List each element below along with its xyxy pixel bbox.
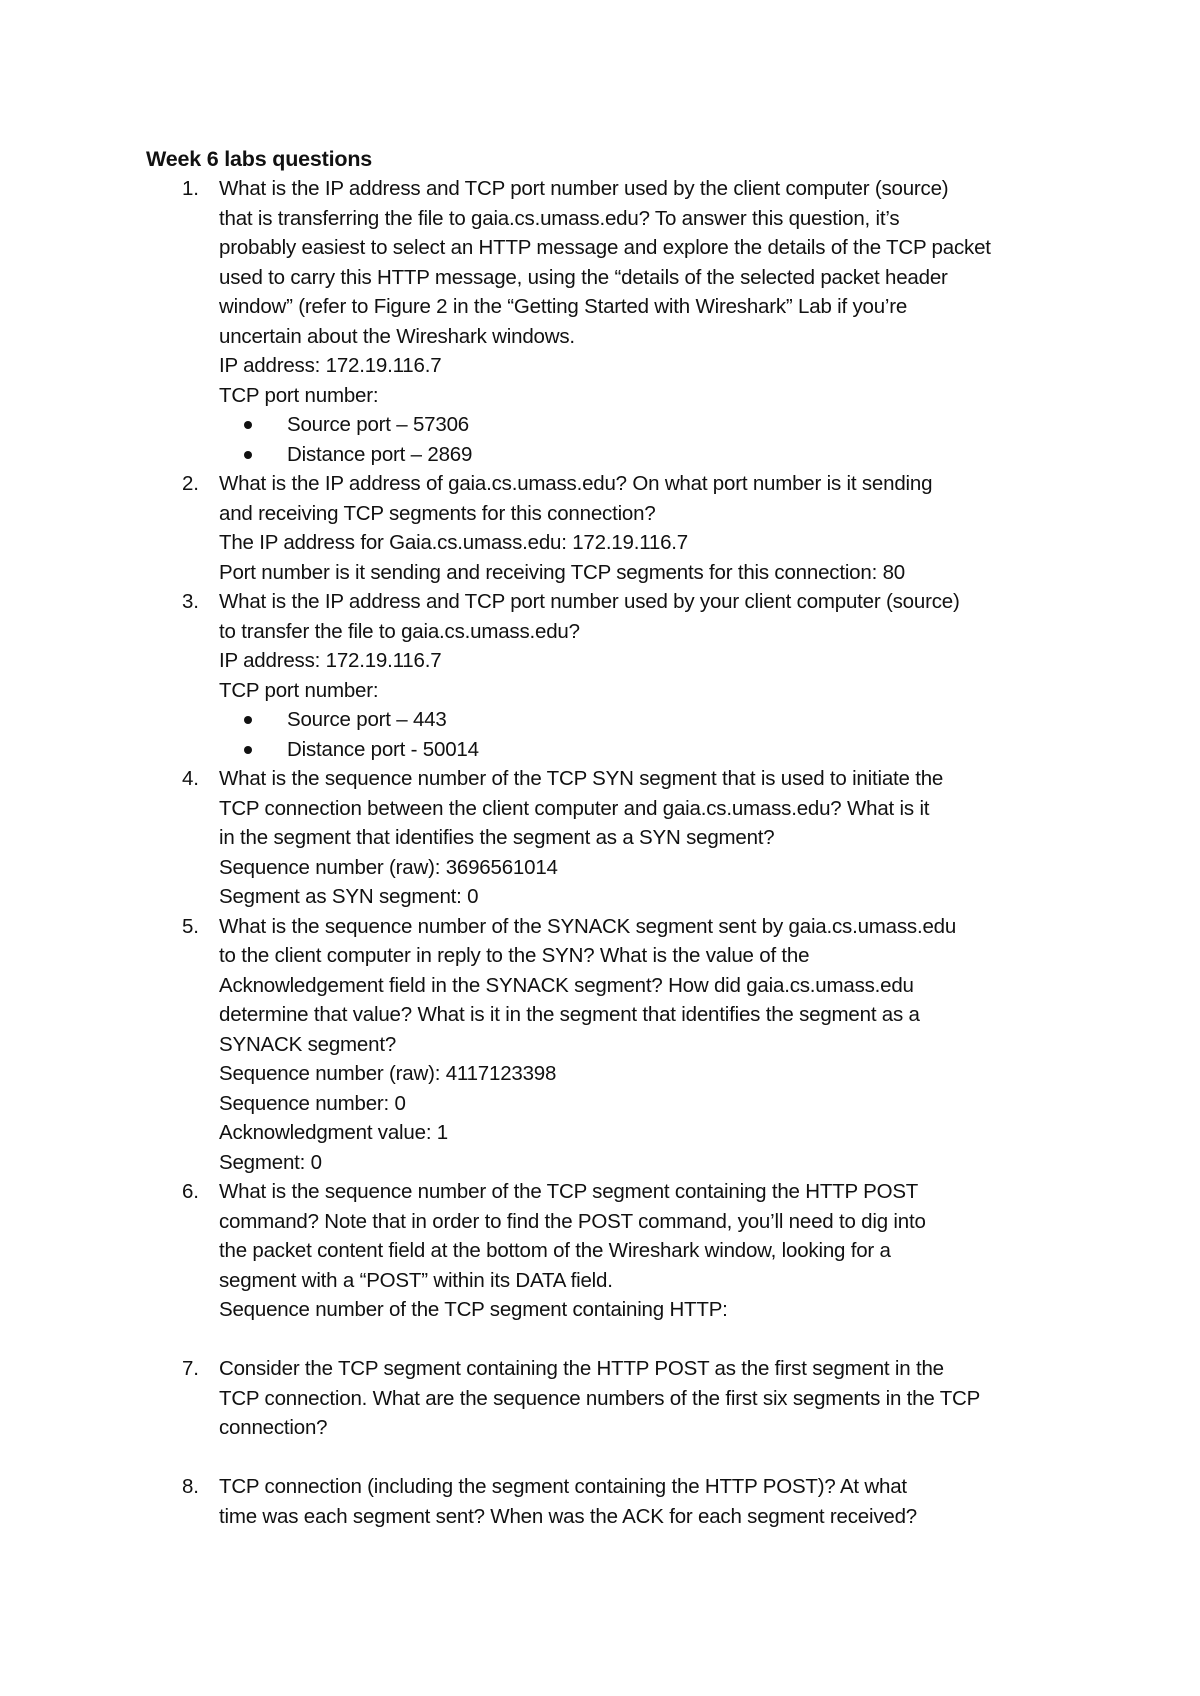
bullet-text: Distance port - 50014: [287, 737, 479, 761]
bullet-text: Source port – 443: [287, 708, 447, 731]
question-text-line: What is the sequence number of the SYNACK segment sent by gaia.cs.umass.edu: [219, 914, 957, 938]
question-text-line: segment with a “POST” within its DATA field.: [219, 1268, 613, 1292]
question-item: [146, 1354, 1076, 1443]
question-number: 2.: [182, 472, 199, 495]
bullet-text: Distance port – 2869: [287, 442, 473, 466]
question-text-line: Sequence number: 0: [219, 1091, 406, 1115]
question-text-line: IP address: 172.19.116.7: [219, 354, 442, 377]
bullet-dot-icon: [244, 451, 252, 459]
bullet-item: [214, 440, 1076, 470]
question-text-line: used to carry this HTTP message, using the “details of the selected packet header: [219, 265, 948, 289]
question-text-line: What is the IP address and TCP port number used by your client computer (source): [219, 590, 960, 613]
question-item: [146, 1177, 1076, 1325]
question-text-line: Sequence number (raw): 3696561014: [219, 855, 558, 879]
question-text-line: TCP connection. What are the sequence numbers of the first six segments in the TCP: [219, 1386, 981, 1410]
bullet-list: [214, 705, 1076, 764]
question-text-line: What is the sequence number of the TCP SYN segment that is used to initiate the: [219, 767, 944, 790]
bullet-item: [214, 705, 1076, 735]
bullet-list: [214, 410, 1076, 469]
question-list: [146, 174, 1076, 1531]
question-text-line: What is the IP address of gaia.cs.umass.edu? On what port number is it sending: [219, 472, 933, 495]
bullet-item: [214, 410, 1076, 440]
bullet-text: Source port – 57306: [287, 413, 469, 436]
question-text-line: IP address: 172.19.116.7: [219, 649, 442, 672]
question-text-line: The IP address for Gaia.cs.umass.edu: 172.19.116.7: [219, 531, 688, 554]
question-text-line: Acknowledgement field in the SYNACK segment? How did gaia.cs.umass.edu: [219, 973, 914, 997]
question-text-line: time was each segment sent? When was the ACK for each segment received?: [219, 1504, 917, 1528]
question-text-line: the packet content field at the bottom of the Wireshark window, looking for a: [219, 1239, 891, 1262]
question-text-line: Segment: 0: [219, 1150, 322, 1174]
question-text-line: TCP connection between the client computer and gaia.cs.umass.edu? What is it: [219, 796, 930, 820]
question-text-line: What is the IP address and TCP port number used by the client computer (source): [219, 177, 949, 200]
question-text-line: and receiving TCP segments for this connection?: [219, 501, 656, 525]
question-item: [146, 912, 1076, 1178]
question-text-line: Consider the TCP segment containing the HTTP POST as the first segment in the: [219, 1357, 944, 1380]
blank-line: [146, 1443, 1076, 1473]
question-text-line: to the client computer in reply to the SYN? What is the value of the: [219, 944, 810, 967]
question-text-line: to transfer the file to gaia.cs.umass.edu?: [219, 619, 580, 643]
question-text-line: in the segment that identifies the segment as a SYN segment?: [219, 826, 775, 849]
question-text-line: that is transferring the file to gaia.cs.umass.edu? To answer this question, it’s: [219, 206, 900, 230]
question-item: [146, 1472, 1076, 1531]
question-text-line: Sequence number (raw): 4117123398: [219, 1062, 557, 1085]
question-text-line: window” (refer to Figure 2 in the “Getting Started with Wireshark” Lab if you’re: [219, 295, 908, 318]
question-number: 1.: [182, 177, 199, 200]
question-text-line: TCP port number:: [219, 383, 379, 407]
question-number: 5.: [182, 914, 199, 938]
document-body: [146, 144, 1076, 1531]
bullet-item: [214, 735, 1076, 765]
question-text-line: command? Note that in order to find the POST command, you’ll need to dig into: [219, 1209, 926, 1233]
question-text-line: Segment as SYN segment: 0: [219, 885, 479, 908]
question-item: [146, 174, 1076, 469]
blank-line: [146, 1325, 1076, 1355]
question-number: 4.: [182, 767, 199, 790]
question-text-line: Sequence number of the TCP segment containing HTTP:: [219, 1298, 728, 1321]
question-text-line: TCP port number:: [219, 678, 379, 702]
question-text-line: Port number is it sending and receiving TCP segments for this connection: 80: [219, 560, 905, 584]
question-item: [146, 764, 1076, 912]
question-number: 8.: [182, 1475, 199, 1498]
question-text-line: probably easiest to select an HTTP message and explore the details of the TCP packet: [219, 236, 991, 259]
bullet-dot-icon: [244, 746, 252, 754]
question-item: [146, 469, 1076, 587]
bullet-dot-icon: [244, 421, 252, 429]
question-number: 7.: [182, 1357, 199, 1380]
question-number: 3.: [182, 590, 199, 613]
question-text-line: connection?: [219, 1416, 328, 1439]
question-text-line: Acknowledgment value: 1: [219, 1121, 449, 1144]
document-title: Week 6 labs questions: [146, 147, 373, 171]
question-number: 6.: [182, 1180, 199, 1203]
question-item: [146, 587, 1076, 764]
question-text-line: What is the sequence number of the TCP segment containing the HTTP POST: [219, 1180, 919, 1203]
question-text-line: uncertain about the Wireshark windows.: [219, 324, 575, 348]
question-text-line: determine that value? What is it in the segment that identifies the segment as a: [219, 1003, 920, 1026]
question-text-line: SYNACK segment?: [219, 1032, 397, 1056]
bullet-dot-icon: [244, 716, 252, 724]
question-text-line: TCP connection (including the segment containing the HTTP POST)? At what: [219, 1475, 907, 1498]
